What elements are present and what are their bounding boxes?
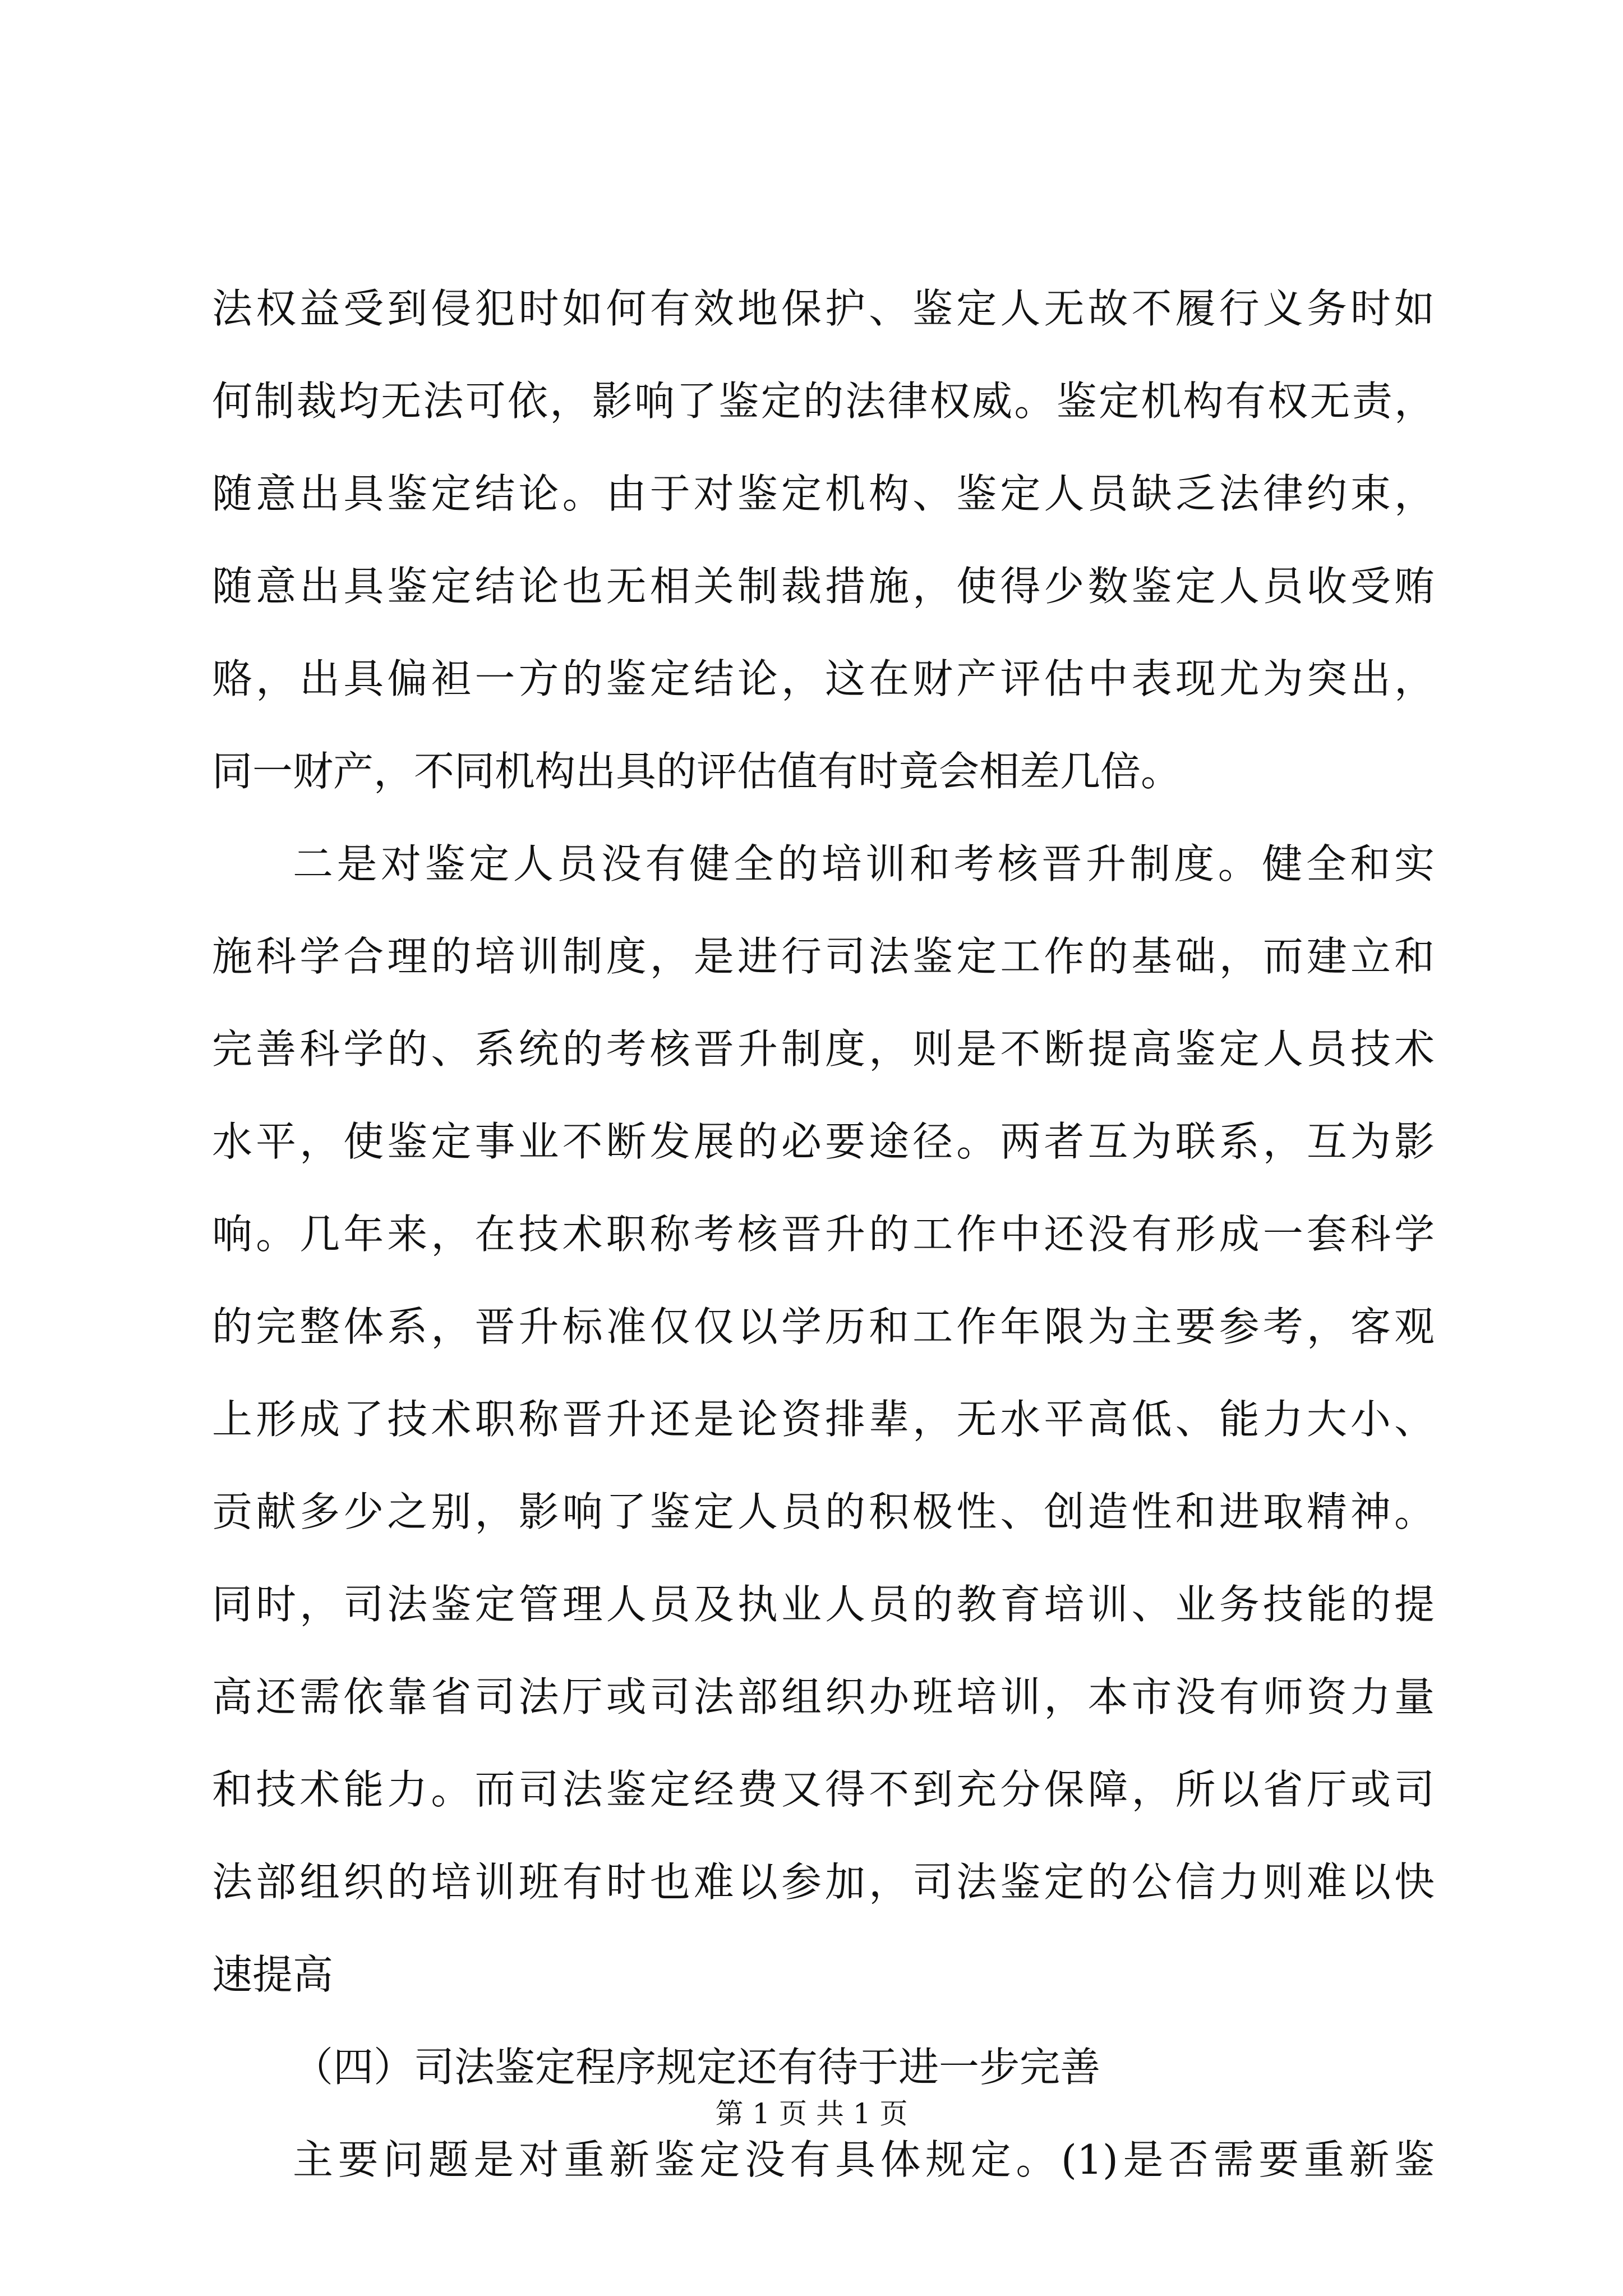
body-line: 贡献多少之别，影响了鉴定人员的积极性、创造性和进取精神。 [212, 1488, 1435, 1535]
body-line: 法部组织的培训班有时也难以参加，司法鉴定的公信力则难以快 [212, 1858, 1435, 1906]
body-line: 随意出具鉴定结论也无相关制裁措施，使得少数鉴定人员收受贿 [212, 563, 1435, 610]
body-line: 二是对鉴定人员没有健全的培训和考核晋升制度。健全和实 [293, 840, 1435, 887]
body-line: 高还需依靠省司法厅或司法部组织办班培训，本市没有师资力量 [212, 1673, 1435, 1720]
body-line: 的完整体系，晋升标准仅仅以学历和工作年限为主要参考，客观 [212, 1303, 1435, 1350]
document-body [212, 263, 1435, 2206]
section-heading: （四）司法鉴定程序规定还有待于进一步完善 [293, 2044, 1101, 2091]
body-line: 上形成了技术职称晋升还是论资排辈，无水平高低、能力大小、 [212, 1396, 1435, 1443]
body-line: 何制裁均无法可依，影响了鉴定的法律权威。鉴定机构有权无责， [212, 378, 1435, 425]
body-line: 同时，司法鉴定管理人员及执业人员的教育培训、业务技能的提 [212, 1581, 1435, 1628]
page-number-footer: 第 1 页 共 1 页 [715, 2097, 908, 2130]
body-line: 水平，使鉴定事业不断发展的必要途径。两者互为联系，互为影 [212, 1118, 1435, 1165]
body-line: 法权益受到侵犯时如何有效地保护、鉴定人无故不履行义务时如 [212, 285, 1435, 332]
body-line: 主要问题是对重新鉴定没有具体规定。(1)是否需要重新鉴 [293, 2136, 1435, 2183]
body-line: 和技术能力。而司法鉴定经费又得不到充分保障，所以省厅或司 [212, 1766, 1435, 1813]
body-line: 同一财产，不同机构出具的评估值有时竟会相差几倍。 [212, 748, 1182, 795]
body-line: 赂，出具偏袒一方的鉴定结论，这在财产评估中表现尤为突出， [212, 655, 1435, 702]
body-line: 速提高 [212, 1951, 334, 1998]
body-line: 施科学合理的培训制度，是进行司法鉴定工作的基础，而建立和 [212, 933, 1435, 980]
body-line: 响。几年来，在技术职称考核晋升的工作中还没有形成一套科学 [212, 1211, 1435, 1258]
body-line: 完善科学的、系统的考核晋升制度，则是不断提高鉴定人员技术 [212, 1025, 1435, 1073]
body-line: 随意出具鉴定结论。由于对鉴定机构、鉴定人员缺乏法律约束， [212, 470, 1435, 517]
